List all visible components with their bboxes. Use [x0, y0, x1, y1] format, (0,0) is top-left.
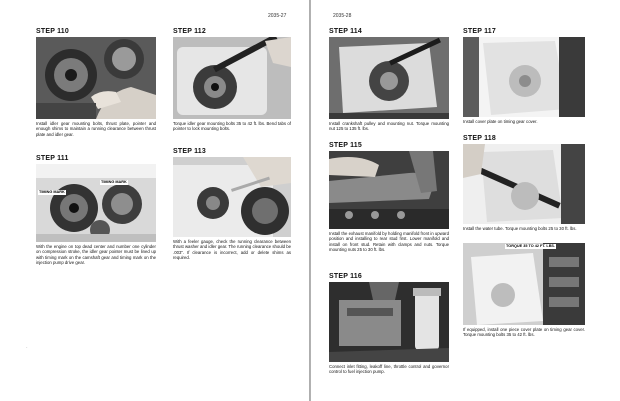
step-caption: Install cover plate on timing gear cover.	[463, 119, 538, 124]
timing-gears-photo-icon	[36, 164, 156, 242]
step-title: STEP 116	[329, 273, 362, 280]
wrench-photo-icon	[173, 37, 291, 119]
step-title: STEP 111	[36, 155, 69, 162]
margin-dot: ·	[26, 345, 28, 351]
feeler-gauge-photo-icon	[173, 157, 291, 237]
timing-mark-callout-left: TIMING MARK	[39, 190, 65, 194]
torque-callout: TORQUE 35 TO 42 FT. LBS.	[506, 244, 556, 248]
step-110	[36, 28, 156, 137]
step-title: STEP 113	[173, 148, 206, 155]
step-caption: Connect inlet fitting, leakoff line, throttle control and governor control to fuel injection pump.	[329, 364, 449, 375]
fuel-injection-pump-photo-icon	[329, 282, 449, 362]
step-caption: Install the exhaust manifold by holding manifold front in upward position and installing to rear stud first. Lower manifold and install on front stud. Retain with clamps and nuts. Torque mounting nuts 25 to 30 ft. lbs.	[329, 231, 449, 253]
step-one-piece-cover	[463, 242, 585, 338]
step-112	[173, 28, 291, 132]
water-tube-photo-icon	[463, 144, 585, 224]
engine-photo-icon	[36, 37, 156, 119]
page-number-left: 2035-27	[268, 13, 287, 19]
step-caption: Torque idler gear mounting bolts 35 to 42 ft. lbs. Bend tabs of pointer to lock mounting bolts.	[173, 121, 291, 132]
step-114	[329, 28, 449, 132]
step-caption: Install crankshaft pulley and mounting nut. Torque mounting nut 125 to 135 ft. lbs.	[329, 121, 449, 132]
step-118	[463, 135, 585, 231]
step-title: STEP 115	[329, 142, 362, 149]
step-115	[329, 142, 449, 253]
step-caption: With a feeler gauge, check the running clearance between thrust washer and idler gear. The running clearance should be .003". If clearance is incorrect, add or delete shims as required.	[173, 239, 291, 261]
cover-plate-photo-icon	[463, 37, 585, 117]
step-116	[329, 273, 449, 375]
step-caption: If equipped, install one piece cover plate on timing gear cover. Torque mounting bolts 35 to 42 ft. lbs.	[463, 327, 585, 338]
step-title: STEP 112	[173, 28, 206, 35]
step-title: STEP 118	[463, 135, 496, 142]
step-title: STEP 110	[36, 28, 69, 35]
step-caption: Install idler gear mounting bolts, thrust plate, pointer and enough shims to maintain a running clearance between thrust plate and idler gear.	[36, 121, 156, 137]
step-117	[463, 28, 585, 124]
timing-mark-callout-right: TIMING MARK	[101, 180, 127, 184]
one-piece-cover-photo-icon	[463, 243, 585, 325]
step-title: STEP 117	[463, 28, 496, 35]
step-title: STEP 114	[329, 28, 362, 35]
right-page	[311, 0, 620, 401]
exhaust-manifold-photo-icon	[329, 151, 449, 229]
step-caption: With the engine on top dead center and number one cylinder on compression stroke, the idler gear pointer must be lined up with timing mark on the camshaft gear and timing mark on the injection pump drive gear.	[36, 244, 156, 266]
crankshaft-pulley-photo-icon	[329, 37, 449, 119]
page-number-right: 2035-28	[333, 13, 352, 19]
step-113	[173, 148, 291, 261]
step-caption: Install the water tube. Torque mounting bolts 25 to 30 ft. lbs.	[463, 226, 577, 231]
step-111	[36, 155, 156, 266]
